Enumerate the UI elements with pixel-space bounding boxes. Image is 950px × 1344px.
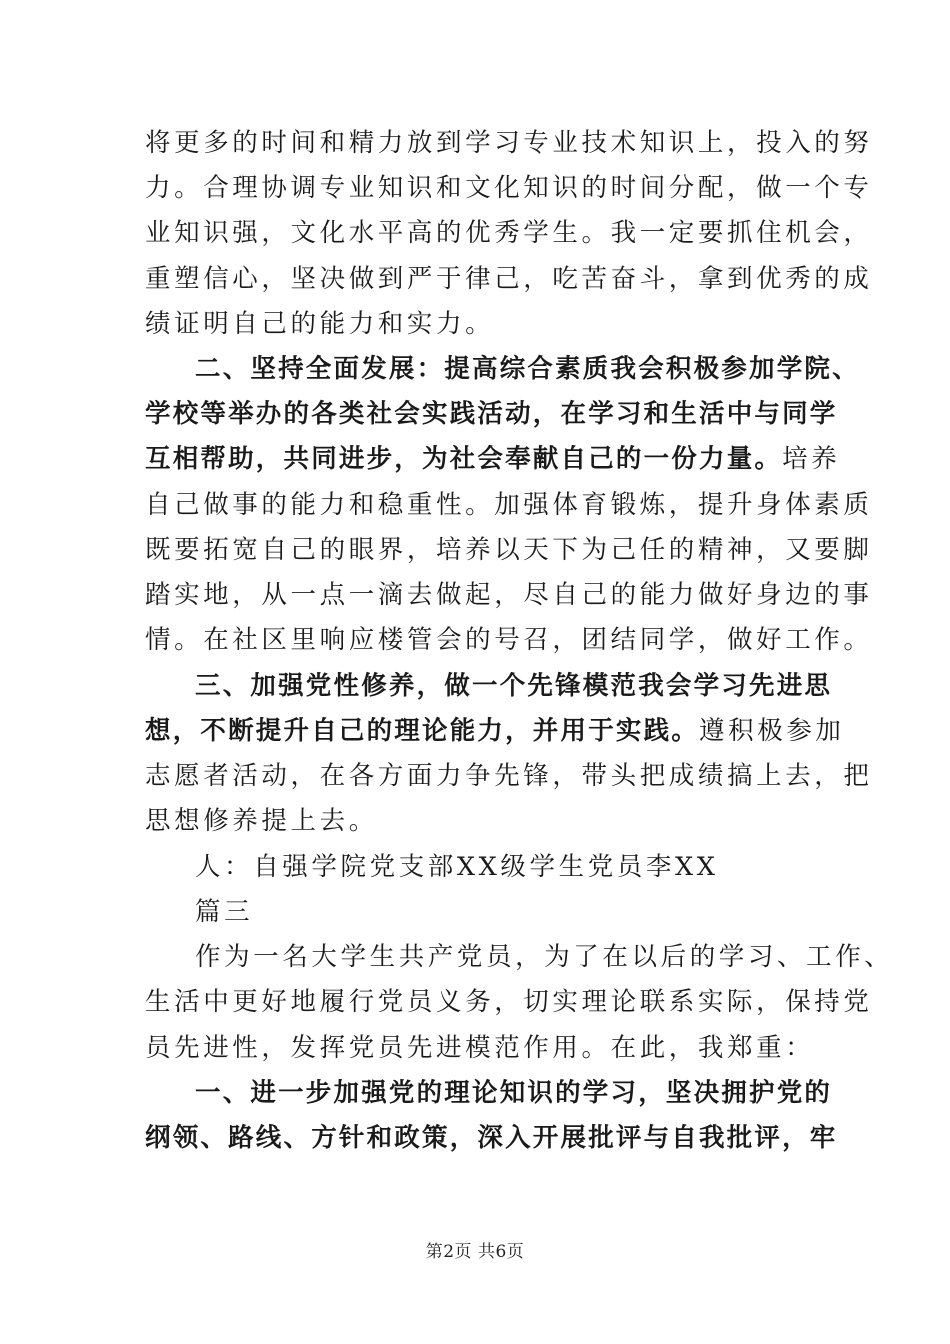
- signature-line: 人：自强学院党支部XX级学生党员李XX: [195, 852, 719, 882]
- body-text-line: 员先进性，发挥党员先进模范作用。在此，我郑重：: [145, 1033, 815, 1063]
- body-text-line: 作为一名大学生共产党员，为了在以后的学习、工作、: [195, 942, 894, 972]
- body-text-line: 思想修养提上去。: [145, 806, 378, 836]
- regular-text-span: 遵积极参加: [699, 716, 845, 746]
- body-text-line: 重塑信心，坚决做到严于律己，吃苦奋斗，拿到优秀的成: [145, 264, 873, 294]
- body-text-line: 情。在社区里响应楼管会的号召，团结同学，做好工作。: [145, 625, 873, 655]
- section-heading-line: 二、坚持全面发展：提高综合素质我会积极参加学院、: [195, 354, 860, 384]
- body-text-line: 自己做事的能力和稳重性。加强体育锻炼，提升身体素质: [145, 490, 873, 520]
- body-text-line: 力。合理协调专业知识和文化知识的时间分配，做一个专: [145, 173, 873, 203]
- bold-text-span: 互相帮助，共同进步，为社会奉献自己的一份力量。: [145, 444, 783, 474]
- body-text-line: 业知识强，文化水平高的优秀学生。我一定要抓住机会，: [145, 218, 873, 248]
- part-title: 篇三: [195, 897, 254, 927]
- page-number-footer: 第2页 共6页: [425, 1242, 525, 1262]
- body-text-line: 生活中更好地履行党员义务，切实理论联系实际，保持党: [145, 987, 873, 1017]
- mixed-text-line: [145, 714, 845, 748]
- body-text-line: 志愿者活动，在各方面力争先锋，带头把成绩搞上去，把: [145, 761, 873, 791]
- mixed-text-line: [145, 442, 841, 476]
- section-heading-line: 一、进一步加强党的理论知识的学习，坚决拥护党的: [195, 1078, 833, 1108]
- section-heading-line: 学校等举办的各类社会实践活动，在学习和生活中与同学: [145, 399, 838, 429]
- section-heading-line: 三、加强党性修养，做一个先锋模范我会学习先进思: [195, 671, 833, 701]
- section-heading-line: 纲领、路线、方针和政策，深入开展批评与自我批评，牢: [145, 1123, 838, 1153]
- body-text-line: 既要拓宽自己的眼界，培养以天下为己任的精神，又要脚: [145, 535, 873, 565]
- body-text-line: 将更多的时间和精力放到学习专业技术知识上，投入的努: [145, 128, 873, 158]
- body-text-line: 踏实地，从一点一滴去做起，尽自己的能力做好身边的事: [145, 580, 873, 610]
- regular-text-span: 培养: [782, 444, 841, 474]
- bold-text-span: 想，不断提升自己的理论能力，并用于实践。: [145, 716, 700, 746]
- body-text-line: 绩证明自己的能力和实力。: [145, 309, 495, 339]
